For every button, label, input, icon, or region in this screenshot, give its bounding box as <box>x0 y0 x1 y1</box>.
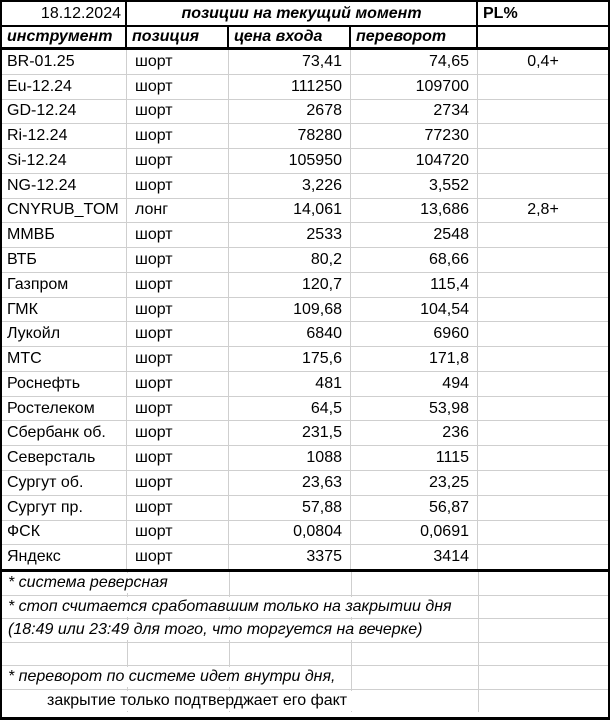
pl-cell[interactable] <box>478 372 608 396</box>
note-text: * стоп считается сработавшим только на закрытии дня <box>2 597 466 617</box>
note-text: (18:49 или 23:49 для того, что торгуется на вечерке) <box>2 620 436 640</box>
table-row <box>2 273 608 298</box>
position-cell[interactable]: шорт <box>127 248 229 272</box>
col-header-reversal[interactable]: переворот <box>351 27 478 47</box>
table-row <box>2 347 608 372</box>
note-text <box>2 653 22 655</box>
grid-vline <box>229 643 230 666</box>
instrument-cell[interactable]: Eu-12.24 <box>2 75 127 99</box>
pl-cell[interactable] <box>478 124 608 148</box>
pl-cell[interactable] <box>478 496 608 520</box>
pl-cell[interactable] <box>478 298 608 322</box>
table-row <box>2 248 608 273</box>
grid-vline <box>229 572 230 595</box>
reversal-price-cell[interactable]: 115,4 <box>351 273 478 297</box>
position-cell[interactable]: шорт <box>127 471 229 495</box>
table-row <box>2 397 608 422</box>
position-cell[interactable]: шорт <box>127 372 229 396</box>
table-row <box>2 322 608 347</box>
note-row[interactable] <box>2 619 608 643</box>
pl-cell[interactable] <box>478 174 608 198</box>
entry-price-cell[interactable]: 2533 <box>229 223 351 247</box>
position-cell[interactable]: шорт <box>127 149 229 173</box>
entry-price-cell[interactable]: 14,061 <box>229 199 351 223</box>
entry-price-cell[interactable]: 1088 <box>229 446 351 470</box>
reversal-price-cell[interactable]: 236 <box>351 421 478 445</box>
entry-price-cell[interactable]: 64,5 <box>229 397 351 421</box>
grid-vline <box>127 643 128 666</box>
instrument-cell[interactable]: ВТБ <box>2 248 127 272</box>
table-title[interactable]: позиции на текущий момент <box>127 2 478 25</box>
position-cell[interactable]: шорт <box>127 397 229 421</box>
instrument-cell[interactable]: МТС <box>2 347 127 371</box>
entry-price-cell[interactable]: 6840 <box>229 322 351 346</box>
reversal-price-cell[interactable]: 74,65 <box>351 50 478 74</box>
reversal-price-cell[interactable]: 104,54 <box>351 298 478 322</box>
instrument-cell[interactable]: BR-01.25 <box>2 50 127 74</box>
note-row[interactable] <box>2 666 608 690</box>
table-row <box>2 496 608 521</box>
grid-vline <box>478 643 479 666</box>
entry-price-cell[interactable]: 105950 <box>229 149 351 173</box>
table-row <box>2 421 608 446</box>
grid-vline <box>478 596 479 619</box>
table-row <box>2 100 608 125</box>
column-header-row <box>2 27 608 50</box>
pl-cell[interactable] <box>478 75 608 99</box>
position-cell[interactable]: шорт <box>127 273 229 297</box>
col-header-entry-price[interactable]: цена входа <box>229 27 351 47</box>
reversal-price-cell[interactable]: 56,87 <box>351 496 478 520</box>
position-cell[interactable]: шорт <box>127 496 229 520</box>
reversal-price-cell[interactable]: 109700 <box>351 75 478 99</box>
reversal-price-cell[interactable]: 3,552 <box>351 174 478 198</box>
instrument-cell[interactable]: Лукойл <box>2 322 127 346</box>
grid-vline <box>351 572 352 595</box>
pl-percent-header[interactable]: PL% <box>483 4 518 22</box>
instrument-cell[interactable]: Сургут пр. <box>2 496 127 520</box>
positions-table <box>2 50 608 569</box>
table-row <box>2 298 608 323</box>
pl-cell[interactable] <box>478 471 608 495</box>
position-cell[interactable]: лонг <box>127 199 229 223</box>
instrument-cell[interactable]: Северсталь <box>2 446 127 470</box>
table-row <box>2 372 608 397</box>
table-row <box>2 124 608 149</box>
reversal-price-cell[interactable]: 77230 <box>351 124 478 148</box>
instrument-cell[interactable]: Роснефть <box>2 372 127 396</box>
instrument-cell[interactable]: Яндекс <box>2 545 127 569</box>
notes-section <box>2 572 608 712</box>
grid-vline <box>478 690 479 713</box>
position-cell[interactable]: шорт <box>127 446 229 470</box>
reversal-price-cell[interactable]: 494 <box>351 372 478 396</box>
header-row-top <box>2 2 608 27</box>
instrument-cell[interactable]: Ростелеком <box>2 397 127 421</box>
pl-cell[interactable] <box>478 545 608 569</box>
pl-cell[interactable] <box>478 322 608 346</box>
position-cell[interactable]: шорт <box>127 124 229 148</box>
col-header-pl-empty[interactable] <box>478 27 608 47</box>
pl-cell[interactable] <box>478 149 608 173</box>
reversal-price-cell[interactable]: 6960 <box>351 322 478 346</box>
entry-price-cell[interactable]: 109,68 <box>229 298 351 322</box>
col-header-instrument[interactable]: инструмент <box>2 27 127 47</box>
entry-price-cell[interactable]: 111250 <box>229 75 351 99</box>
table-row <box>2 446 608 471</box>
note-row[interactable] <box>2 643 608 667</box>
date-cell[interactable]: 18.12.2024 <box>2 2 127 25</box>
entry-price-cell[interactable]: 175,6 <box>229 347 351 371</box>
table-row <box>2 521 608 546</box>
entry-price-cell[interactable]: 3,226 <box>229 174 351 198</box>
pl-cell[interactable]: 2,8+ <box>527 201 559 219</box>
pl-cell[interactable] <box>478 347 608 371</box>
position-cell[interactable]: шорт <box>127 322 229 346</box>
instrument-cell[interactable]: ФСК <box>2 521 127 545</box>
instrument-cell[interactable]: Si-12.24 <box>2 149 127 173</box>
reversal-price-cell[interactable]: 104720 <box>351 149 478 173</box>
grid-vline <box>351 643 352 666</box>
pl-cell[interactable] <box>478 397 608 421</box>
entry-price-cell[interactable]: 120,7 <box>229 273 351 297</box>
pl-cell[interactable] <box>478 248 608 272</box>
position-cell[interactable]: шорт <box>127 223 229 247</box>
instrument-cell[interactable]: ММВБ <box>2 223 127 247</box>
note-text: * система реверсная <box>2 573 182 593</box>
instrument-cell[interactable]: Ri-12.24 <box>2 124 127 148</box>
entry-price-cell[interactable]: 57,88 <box>229 496 351 520</box>
table-row <box>2 471 608 496</box>
instrument-cell[interactable]: Газпром <box>2 273 127 297</box>
table-row <box>2 75 608 100</box>
entry-price-cell[interactable]: 23,63 <box>229 471 351 495</box>
instrument-cell[interactable]: NG-12.24 <box>2 174 127 198</box>
instrument-cell[interactable]: Сбербанк об. <box>2 421 127 445</box>
reversal-price-cell[interactable]: 68,66 <box>351 248 478 272</box>
table-row <box>2 50 608 75</box>
position-cell[interactable]: шорт <box>127 174 229 198</box>
reversal-price-cell[interactable]: 13,686 <box>351 199 478 223</box>
position-cell[interactable]: шорт <box>127 421 229 445</box>
grid-vline <box>478 666 479 689</box>
note-row[interactable] <box>2 690 608 713</box>
note-row[interactable] <box>2 596 608 620</box>
note-row[interactable] <box>2 572 608 596</box>
entry-price-cell[interactable]: 481 <box>229 372 351 396</box>
grid-vline <box>478 572 479 595</box>
note-text: * переворот по системе идет внутри дня, <box>2 667 349 687</box>
pl-cell[interactable] <box>478 100 608 124</box>
position-cell[interactable]: шорт <box>127 521 229 545</box>
reversal-price-cell[interactable]: 1115 <box>351 446 478 470</box>
reversal-price-cell[interactable]: 2734 <box>351 100 478 124</box>
table-row <box>2 545 608 569</box>
note-text: закрытие только подтверджает его факт <box>2 691 361 711</box>
pl-cell[interactable]: 0,4+ <box>527 52 559 70</box>
grid-vline <box>478 619 479 642</box>
table-row <box>2 199 608 224</box>
position-cell[interactable]: шорт <box>127 75 229 99</box>
pl-cell[interactable] <box>478 223 608 247</box>
instrument-cell[interactable]: ГМК <box>2 298 127 322</box>
entry-price-cell[interactable]: 231,5 <box>229 421 351 445</box>
reversal-price-cell[interactable]: 0,0691 <box>351 521 478 545</box>
reversal-price-cell[interactable]: 171,8 <box>351 347 478 371</box>
pl-cell[interactable] <box>478 521 608 545</box>
pl-cell[interactable] <box>478 421 608 445</box>
position-cell[interactable]: шорт <box>127 545 229 569</box>
reversal-price-cell[interactable]: 2548 <box>351 223 478 247</box>
reversal-price-cell[interactable]: 53,98 <box>351 397 478 421</box>
entry-price-cell[interactable]: 73,41 <box>229 50 351 74</box>
entry-price-cell[interactable]: 2678 <box>229 100 351 124</box>
position-cell[interactable]: шорт <box>127 50 229 74</box>
position-cell[interactable]: шорт <box>127 100 229 124</box>
position-cell[interactable]: шорт <box>127 347 229 371</box>
reversal-price-cell[interactable]: 23,25 <box>351 471 478 495</box>
entry-price-cell[interactable]: 0,0804 <box>229 521 351 545</box>
table-row <box>2 149 608 174</box>
table-row <box>2 174 608 199</box>
instrument-cell[interactable]: Сургут об. <box>2 471 127 495</box>
pl-cell[interactable] <box>478 273 608 297</box>
col-header-position[interactable]: позиция <box>127 27 229 47</box>
grid-vline <box>351 666 352 689</box>
entry-price-cell[interactable]: 78280 <box>229 124 351 148</box>
instrument-cell[interactable]: GD-12.24 <box>2 100 127 124</box>
table-row <box>2 223 608 248</box>
instrument-cell[interactable]: CNYRUB_TOM <box>2 199 127 223</box>
pl-cell[interactable] <box>478 446 608 470</box>
entry-price-cell[interactable]: 3375 <box>229 545 351 569</box>
position-cell[interactable]: шорт <box>127 298 229 322</box>
reversal-price-cell[interactable]: 3414 <box>351 545 478 569</box>
entry-price-cell[interactable]: 80,2 <box>229 248 351 272</box>
